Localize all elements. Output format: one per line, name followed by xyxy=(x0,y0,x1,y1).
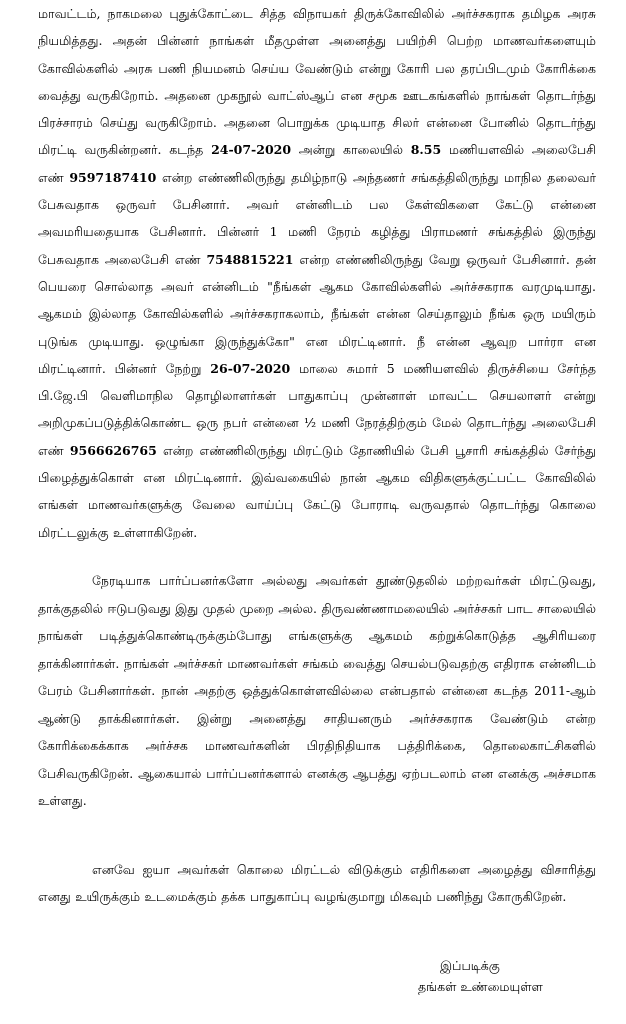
text-segment: என்ற எண்ணிலிருந்து வேறு ஒருவர் பேசினார். தன் பெயரை சொல்லாத அவர் என்னிடம் "நீங்கள் ஆகம கோவில்களில் அர்ச்சகராக வரமுடியாது. ஆகமம் இல்லாத கோவில்களில் அர்ச்சகராகலாம், நீங்கள் என்ன செய்தாலும் நீங்க ஒரு மயிரும் புடுங்க முடியாது. ஒழுங்கா இருந்துக்கோ" என மிரட்டினார். நீ என்ன ஆவுற பார்ரா என மிரட்டினார். பின்னர் நேற்று xyxy=(38,251,596,376)
closing-line: இப்படிக்கு xyxy=(440,958,500,973)
phone-number-highlight: 9597187410 xyxy=(69,169,157,185)
text-segment: அன்று காலையில் xyxy=(291,142,411,158)
date-highlight: 24-07-2020 xyxy=(211,142,292,158)
phone-number-highlight: 7548815221 xyxy=(206,251,294,267)
signoff-line: தங்கள் உண்மையுள்ள xyxy=(418,979,543,994)
date-highlight: 26-07-2020 xyxy=(210,360,291,376)
text-segment: என்ற எண்ணிலிருந்து தமிழ்நாடு அந்தணர் சங்கத்திலிருந்து மாநில தலைவர் பேசுவதாக ஒருவர் பேசினார். அவர் என்னிடம் பல கேள்விகளை கேட்டு என்னை அவமரியதையாக பேசினார். பின்னர் 1 மணி நேரம் கழித்து பிராமணர் சங்கத்தில் இருந்து பேசுவதாக அலைபேசி எண் xyxy=(38,169,596,267)
phone-number-highlight: 9566626765 xyxy=(69,442,157,458)
paragraph-request: எனவே ஐயா அவர்கள் கொலை மிரட்டல் விடுக்கும் எதிரிகளை அழைத்து விசாரித்து எனது உயிருக்கும் உடமைக்கும் தக்க பாதுகாப்பு வழங்குமாறு மிகவும் பணிந்து கோருகிறேன். xyxy=(38,862,596,904)
paragraph-threat-details xyxy=(38,0,596,546)
text-segment: என்ற எண்ணிலிருந்து மிரட்டும் தோணியில் பேசி பூசாரி சங்கத்தில் சேர்ந்து பிழைத்துக்கொள் என மிரட்டினார். இவ்வகையில் நான் ஆகம விதிகளுக்குட்பட்ட கோவிலில் எங்கள் மாணவர்களுக்கு வேலை வாய்ப்பு கேட்டு போராடி வருவதால் தொடர்ந்து கொலை மிரட்டலுக்கு உள்ளாகிறேன். xyxy=(38,442,596,540)
time-highlight: 8.55 xyxy=(410,142,442,158)
text-segment: மாவட்டம், நாகமலை புதுக்கோட்டை சித்த விநாயகர் திருக்கோவிலில் அர்ச்சகராக தமிழக அரசு நியமித்தது. அதன் பின்னர் நாங்கள் மீதமுள்ள அனைத்து பயிற்சி பெற்ற மாணவர்களையும் கோவில்களில் அரசு பணி நியமனம் செய்ய வேண்டும் என்று கோரி பல தரப்பிடமும் கோரிக்கை வைத்து வருகிறோம். அதனை முகநூல் வாட்ஸ்ஆப் என சமூக ஊடகங்களில் நாங்கள் தொடர்ந்து பிரச்சாரம் செய்து வருகிறோம். அதனை பொறுக்க முடியாத சிலர் என்னை போனில் தொடர்ந்து மிரட்டி வருகின்றனர். கடந்த xyxy=(38,6,596,158)
paragraph-past-attacks: நேரடியாக பார்ப்பனர்களோ அல்லது அவர்கள் தூண்டுதலில் மற்றவர்கள் மிரட்டுவது, தாக்குதலில் ஈடுபடுவது இது முதல் முறை அல்ல. திருவண்ணாமலையில் அர்ச்சகர் பாட சாலையில் நாங்கள் படித்துக்கொண்டிருக்கும்போது எங்களுக்கு ஆகமம் கற்றுக்கொடுத்த ஆசிரியரை தாக்கினார்கள். நாங்கள் அர்ச்சகர் மாணவர்கள் சங்கம் வைத்து செயல்படுவதற்கு எதிராக என்னிடம் பேரம் பேசினார்கள். நான் அதற்கு ஒத்துக்கொள்ளவில்லை என்பதால் என்னை கடந்த 2011-ஆம் ஆண்டு தாக்கினார்கள். இன்று அனைத்து சாதியனரும் அர்ச்சகராக வேண்டும் என்ற கோரிக்கைக்காக அர்ச்சக மாணவர்களின் பிரதிநிதியாக பத்திரிக்கை, தொலைகாட்சிகளில் பேசிவருகிறேன். ஆகையால் பார்ப்பனர்களால் எனக்கு ஆபத்து ஏற்படலாம் என எனக்கு அச்சமாக உள்ளது. xyxy=(38,573,596,808)
text-segment: மாலை சுமார் 5 மணியளவில் திருச்சியை சேர்ந்த பி.ஜே.பி வெளிமாநில தொழிலாளர்கள் பாதுகாப்பு முன்னாள் மாவட்ட செயலாளர் என்று அறிமுகப்படுத்திக்கொண்ட ஒரு நபர் என்னை ½ மணி நேரத்திற்கும் மேல் தொடர்ந்து அலைபேசி எண் xyxy=(38,360,596,458)
text-segment: மணியளவில் அலைபேசி எண் xyxy=(38,142,596,185)
